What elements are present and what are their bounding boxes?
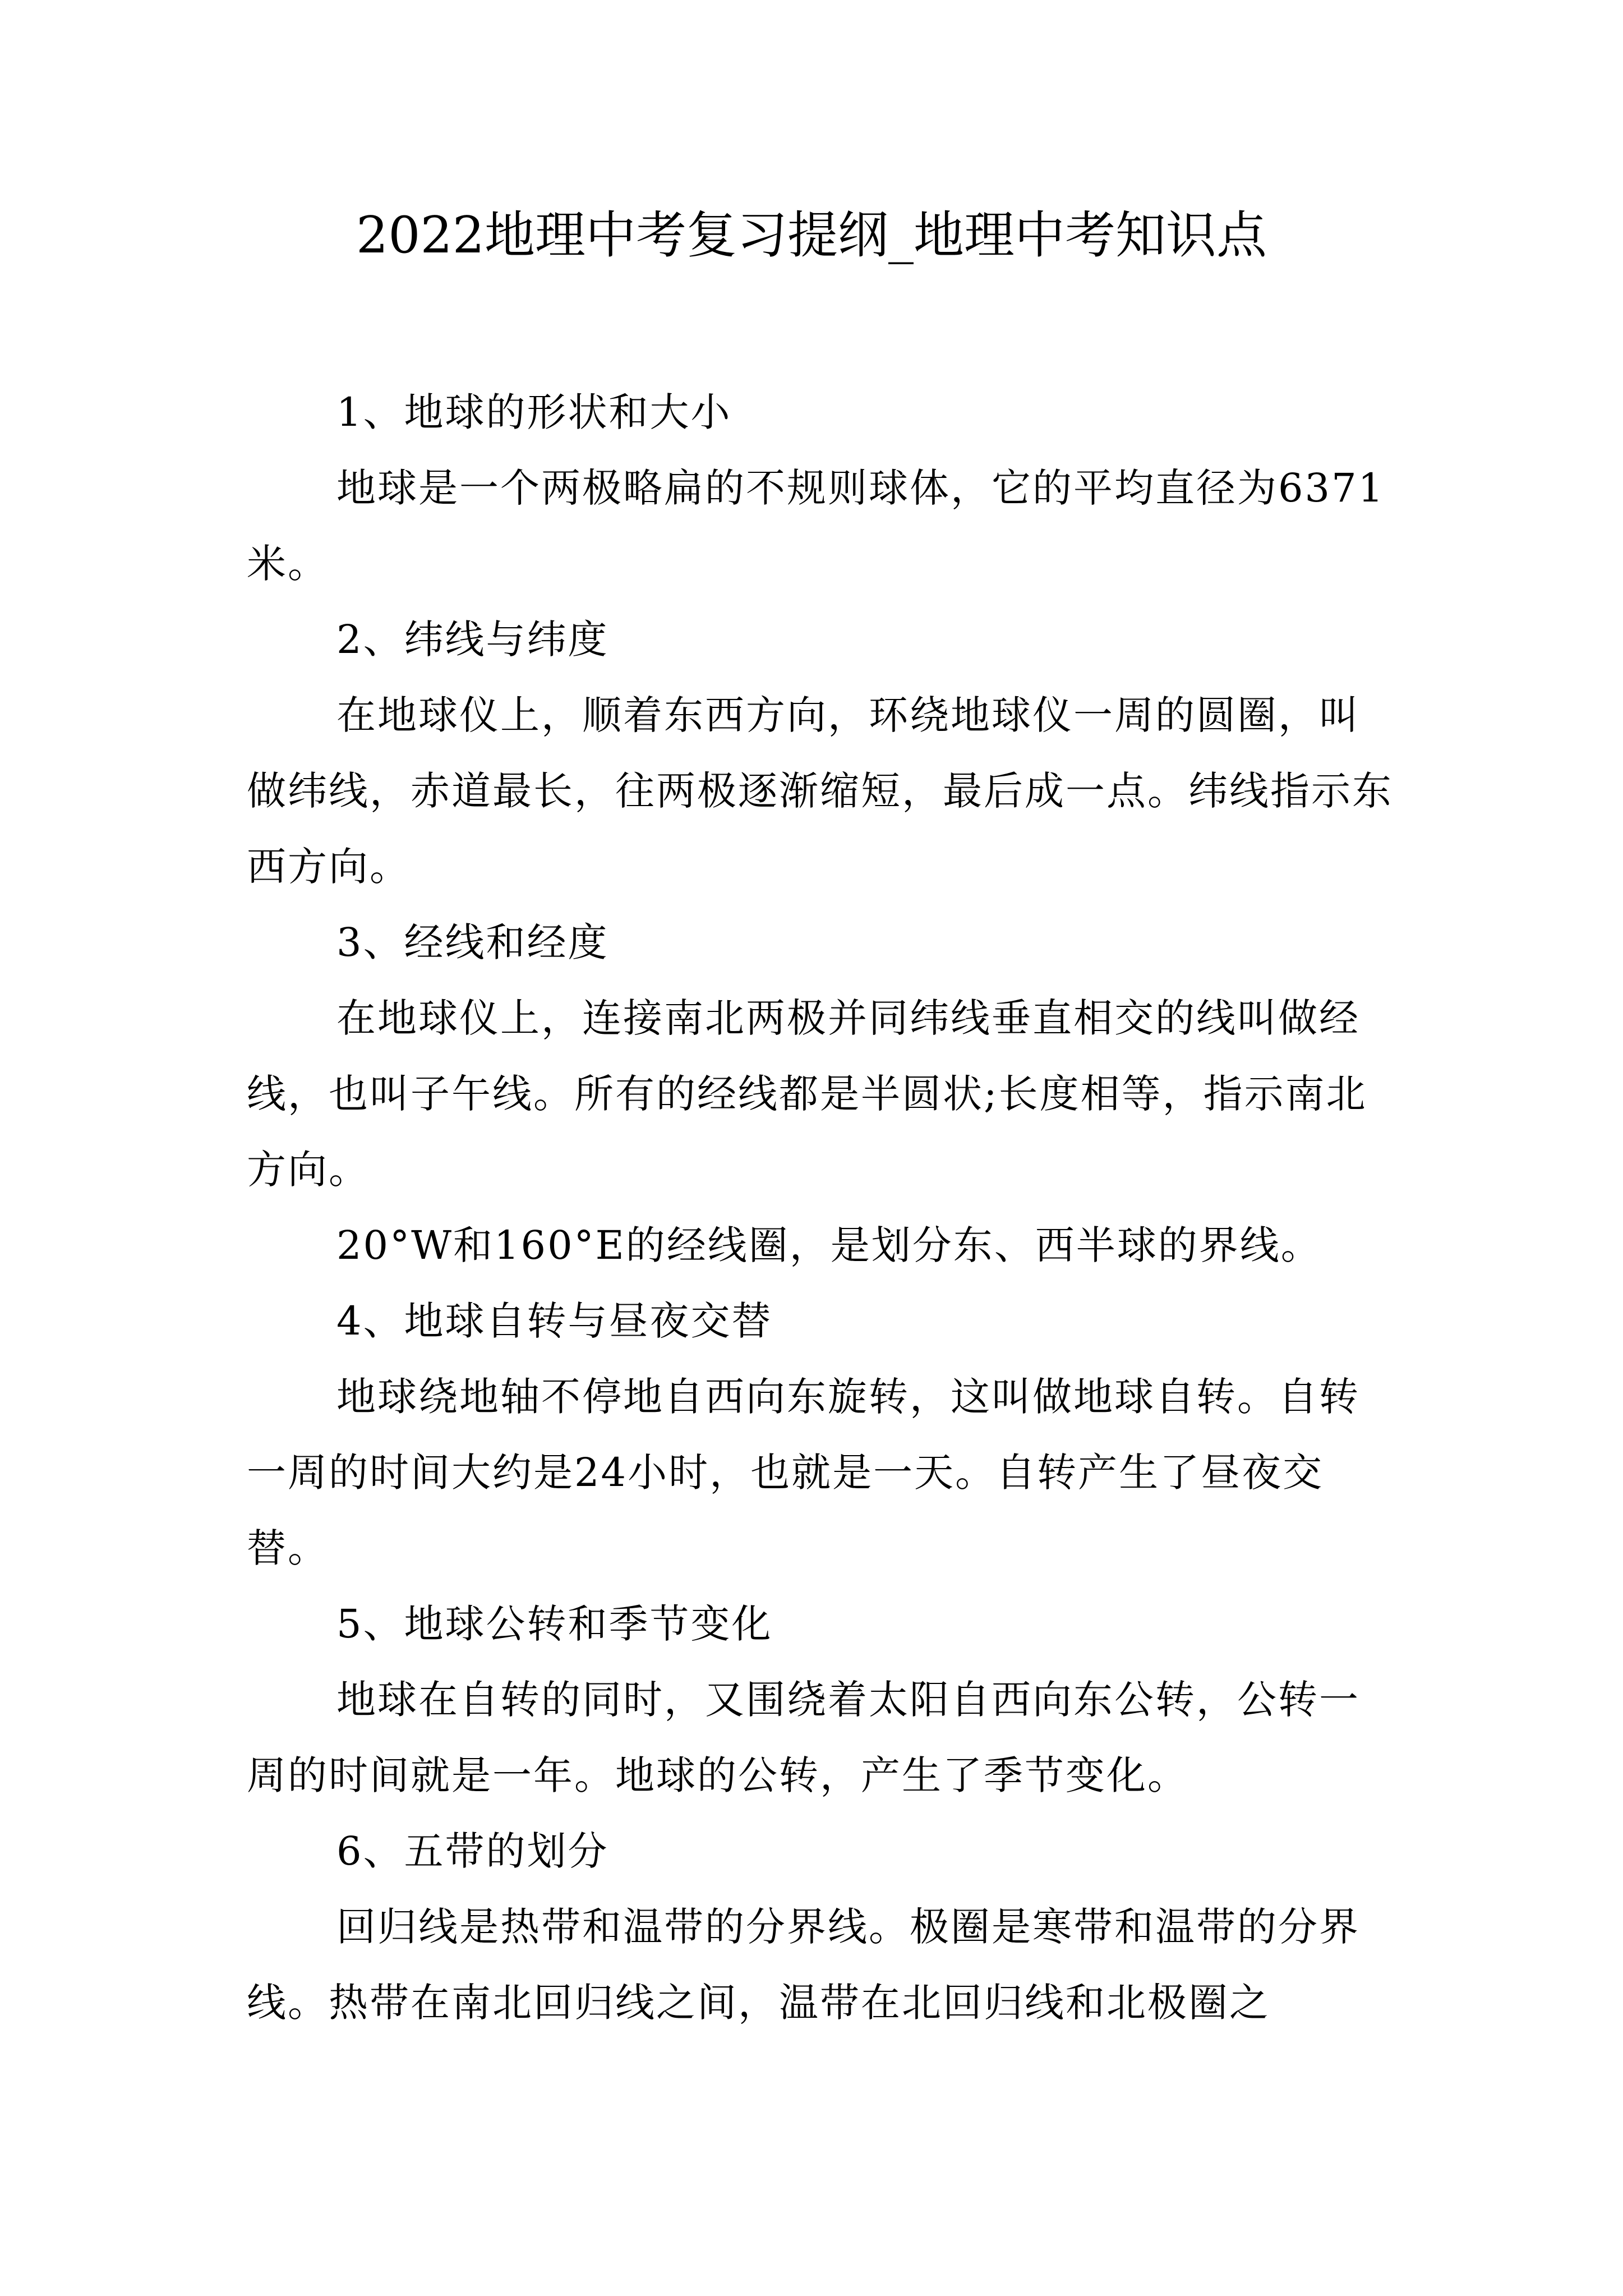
paragraph: 在地球仪上，连接南北两极并同纬线垂直相交的线叫做经线，也叫子午线。所有的经线都是半圆状;长度相等，指示南北方向。	[247, 995, 1367, 1193]
section-heading: 2、纬线与纬度	[336, 616, 609, 662]
section-heading: 3、经线和经度	[336, 919, 609, 965]
section-heading: 4、地球自转与昼夜交替	[336, 1298, 773, 1344]
paragraph: 地球在自转的同时，又围绕着太阳自西向东公转，公转一周的时间就是一年。地球的公转，产生了季节变化。	[247, 1677, 1360, 1798]
section-heading: 6、五带的划分	[336, 1828, 609, 1874]
paragraph: 地球是一个两极略扁的不规则球体，它的平均直径为6371米。	[247, 465, 1385, 587]
paragraph: 地球绕地轴不停地自西向东旋转，这叫做地球自转。自转一周的时间大约是24小时，也就是一天。自转产生了昼夜交替。	[247, 1374, 1360, 1571]
paragraph: 在地球仪上，顺着东西方向，环绕地球仪一周的圆圈，叫做纬线，赤道最长，往两极逐渐缩短，最后成一点。纬线指示东西方向。	[247, 692, 1393, 890]
paragraph: 回归线是热带和温带的分界线。极圈是寒带和温带的分界线。热带在南北回归线之间，温带在北回归线和北极圈之	[247, 1904, 1360, 2026]
document-body	[247, 375, 1396, 2041]
document-title: 2022地理中考复习提纲_地理中考知识点	[356, 206, 1267, 265]
section-heading: 5、地球公转和季节变化	[336, 1601, 773, 1647]
paragraph: 20°W和160°E的经线圈，是划分东、西半球的界线。	[336, 1222, 1322, 1268]
section-heading: 1、地球的形状和大小	[336, 389, 732, 435]
